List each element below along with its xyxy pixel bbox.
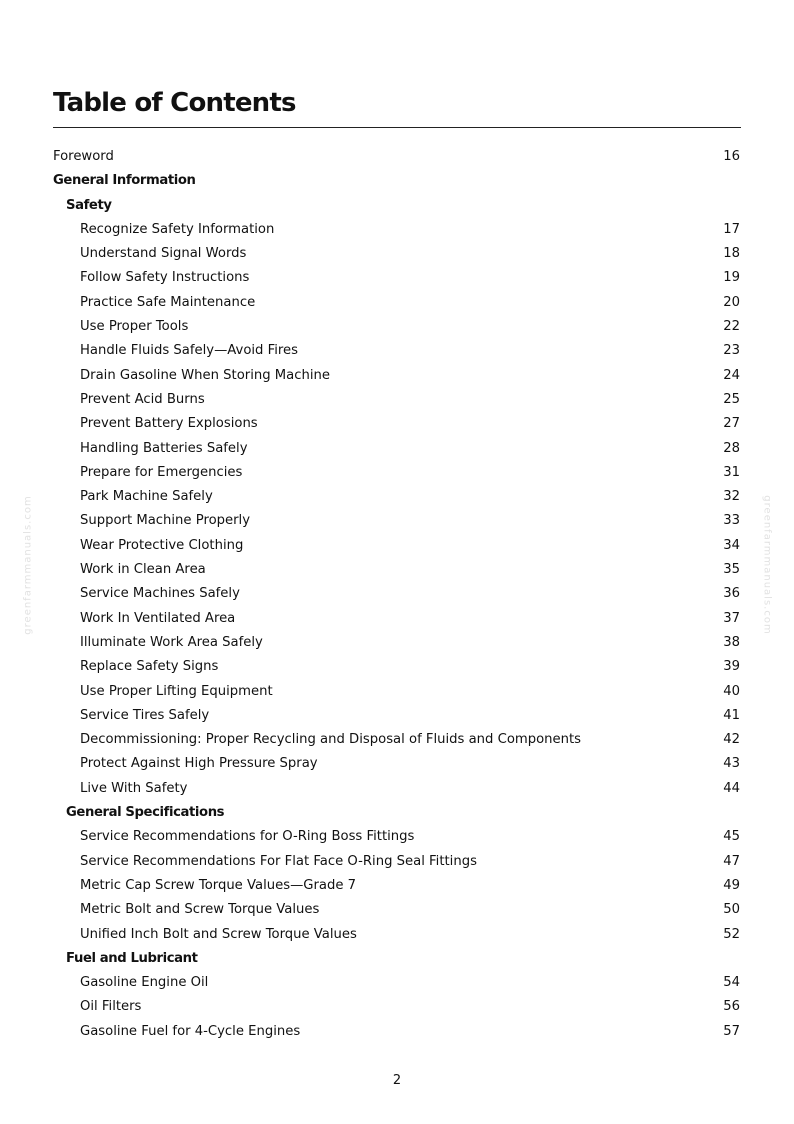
toc-entry[interactable] — [53, 242, 741, 266]
toc-entry-label: Handle Fluids Safely—Avoid Fires — [80, 343, 299, 359]
toc-entry-label: General Information — [53, 173, 196, 189]
toc-entry-page-number: 44 — [723, 780, 740, 796]
toc-entry-label: Gasoline Fuel for 4-Cycle Engines — [80, 1023, 301, 1039]
toc-section-heading — [53, 801, 741, 825]
toc-entry-page-number: 34 — [723, 537, 740, 553]
toc-entry-page-number: 32 — [723, 489, 740, 505]
page-title: Table of Contents — [53, 88, 296, 118]
toc-entry-label: Decommissioning: Proper Recycling and Disposal of Fluids and Components — [80, 732, 582, 748]
toc-entry-label: Fuel and Lubricant — [66, 950, 198, 966]
toc-section-heading — [53, 169, 741, 193]
toc-entry-label: Unified Inch Bolt and Screw Torque Values — [80, 926, 357, 942]
toc-entry-label: Prepare for Emergencies — [80, 464, 243, 480]
toc-entry-label: Prevent Battery Explosions — [80, 416, 258, 432]
toc-entry-page-number — [710, 194, 741, 218]
toc-entry-label: Support Machine Properly — [80, 513, 251, 529]
toc-entry-page-number: 19 — [723, 270, 740, 286]
toc-entry-page-number: 20 — [723, 294, 740, 310]
toc-entry[interactable] — [53, 874, 741, 898]
toc-entry[interactable] — [53, 680, 741, 704]
toc-entry-label: Replace Safety Signs — [80, 659, 219, 675]
toc-entry-page-number: 56 — [723, 999, 740, 1015]
toc-entry-label: Foreword — [53, 149, 114, 164]
toc-entry-page-number: 27 — [723, 416, 740, 432]
toc-entry[interactable] — [53, 728, 741, 752]
toc-entry-label: Handling Batteries Safely — [80, 440, 248, 456]
toc-entry-page-number: 47 — [723, 853, 740, 869]
toc-entry[interactable] — [53, 145, 741, 169]
toc-entry-page-number: 50 — [723, 902, 740, 918]
toc-entry[interactable] — [53, 485, 741, 509]
toc-entry-label: Metric Cap Screw Torque Values—Grade 7 — [80, 877, 357, 893]
toc-entry[interactable] — [53, 388, 741, 412]
toc-entry-label: Service Machines Safely — [80, 586, 240, 602]
toc-entry-label: Safety — [66, 197, 112, 213]
toc-entry-page-number: 54 — [723, 975, 740, 991]
toc-entry-label: Use Proper Tools — [80, 319, 189, 335]
toc-entry-label: General Specifications — [66, 805, 225, 821]
toc-entry[interactable] — [53, 218, 741, 242]
toc-entry-page-number: 45 — [723, 829, 740, 845]
toc-entry[interactable] — [53, 339, 741, 363]
toc-entry-page-number: 40 — [723, 683, 740, 699]
toc-entry[interactable] — [53, 291, 741, 315]
toc-entry-label: Practice Safe Maintenance — [80, 294, 256, 310]
toc-entry[interactable] — [53, 850, 741, 874]
toc-entry-label: Work in Clean Area — [80, 562, 206, 578]
toc-entry-page-number: 38 — [723, 634, 740, 650]
toc-entry-label: Understand Signal Words — [80, 246, 247, 262]
toc-entry-page-number: 57 — [723, 1023, 740, 1039]
toc-entry[interactable] — [53, 509, 741, 533]
toc-entry-page-number: 52 — [723, 926, 740, 942]
toc-entry-page-number: 17 — [723, 221, 740, 237]
toc-entry[interactable] — [53, 655, 741, 679]
toc-entry[interactable] — [53, 364, 741, 388]
toc-entry-page-number: 37 — [723, 610, 740, 626]
toc-entry-label: Use Proper Lifting Equipment — [80, 683, 273, 699]
toc-entry-label: Service Tires Safely — [80, 707, 210, 723]
title-divider — [53, 127, 741, 128]
toc-entry-label: Metric Bolt and Screw Torque Values — [80, 902, 320, 918]
toc-entry-label: Oil Filters — [80, 999, 142, 1015]
toc-entry-page-number — [710, 801, 741, 825]
toc-entry-page-number: 24 — [723, 367, 740, 383]
toc-entry-page-number: 31 — [723, 464, 740, 480]
toc-entry-page-number: 36 — [723, 586, 740, 602]
toc-entry[interactable] — [53, 315, 741, 339]
toc-entry-label: Wear Protective Clothing — [80, 537, 244, 553]
toc-entry[interactable] — [53, 777, 741, 801]
toc-entry-page-number — [710, 947, 741, 971]
toc-entry-page-number: 22 — [723, 319, 740, 335]
toc-entry[interactable] — [53, 704, 741, 728]
toc-entry-page-number: 23 — [723, 343, 740, 359]
toc-entry-label: Work In Ventilated Area — [80, 610, 236, 626]
toc-entry[interactable] — [53, 825, 741, 849]
toc-section-heading — [53, 194, 741, 218]
toc-entry-label: Prevent Acid Burns — [80, 391, 205, 407]
toc-entry-label: Gasoline Engine Oil — [80, 975, 209, 991]
toc-entry-label: Service Recommendations for O-Ring Boss Fittings — [80, 829, 415, 845]
watermark-left: greenfarmmanuals.com — [22, 495, 34, 635]
toc-entry[interactable] — [53, 607, 741, 631]
toc-section-heading — [53, 947, 741, 971]
toc-entry-page-number — [710, 169, 741, 193]
toc-entry-label: Live With Safety — [80, 780, 188, 796]
toc-entry[interactable] — [53, 558, 741, 582]
toc-entry-label: Illuminate Work Area Safely — [80, 634, 263, 650]
toc-entry[interactable] — [53, 752, 741, 776]
toc-entry[interactable] — [53, 412, 741, 436]
toc-entry[interactable] — [53, 534, 741, 558]
toc-entry[interactable] — [53, 266, 741, 290]
toc-entry-page-number: 49 — [723, 877, 740, 893]
toc-entry-label: Drain Gasoline When Storing Machine — [80, 367, 330, 383]
toc-entry-page-number: 33 — [723, 513, 740, 529]
toc-entry[interactable] — [53, 461, 741, 485]
toc-entry-label: Park Machine Safely — [80, 489, 213, 505]
toc-entry[interactable] — [53, 631, 741, 655]
toc-entry-page-number: 39 — [723, 659, 740, 675]
toc-entry[interactable] — [53, 995, 741, 1019]
toc-entry[interactable] — [53, 437, 741, 461]
toc-entry-page-number: 42 — [723, 732, 740, 748]
toc-entry-page-number: 35 — [723, 562, 740, 578]
toc-entry[interactable] — [53, 1020, 741, 1044]
toc-entry-page-number: 25 — [723, 391, 740, 407]
toc-entry-label: Recognize Safety Information — [80, 221, 275, 237]
toc-entry-page-number: 28 — [723, 440, 740, 456]
toc-entry[interactable] — [53, 582, 741, 606]
toc-entry-label: Service Recommendations For Flat Face O-Ring Seal Fittings — [80, 853, 477, 869]
toc-entry-page-number: 41 — [723, 707, 740, 723]
page-number: 2 — [392, 1073, 402, 1088]
table-of-contents — [53, 145, 741, 1044]
toc-entry[interactable] — [53, 971, 741, 995]
toc-entry-page-number: 18 — [723, 246, 740, 262]
toc-entry-page-number: 16 — [723, 149, 740, 164]
toc-entry-page-number: 43 — [723, 756, 740, 772]
toc-entry-label: Protect Against High Pressure Spray — [80, 756, 318, 772]
toc-entry[interactable] — [53, 923, 741, 947]
watermark-right: greenfarmmanuals.com — [761, 495, 773, 635]
toc-entry[interactable] — [53, 898, 741, 922]
toc-entry-label: Follow Safety Instructions — [80, 270, 250, 286]
